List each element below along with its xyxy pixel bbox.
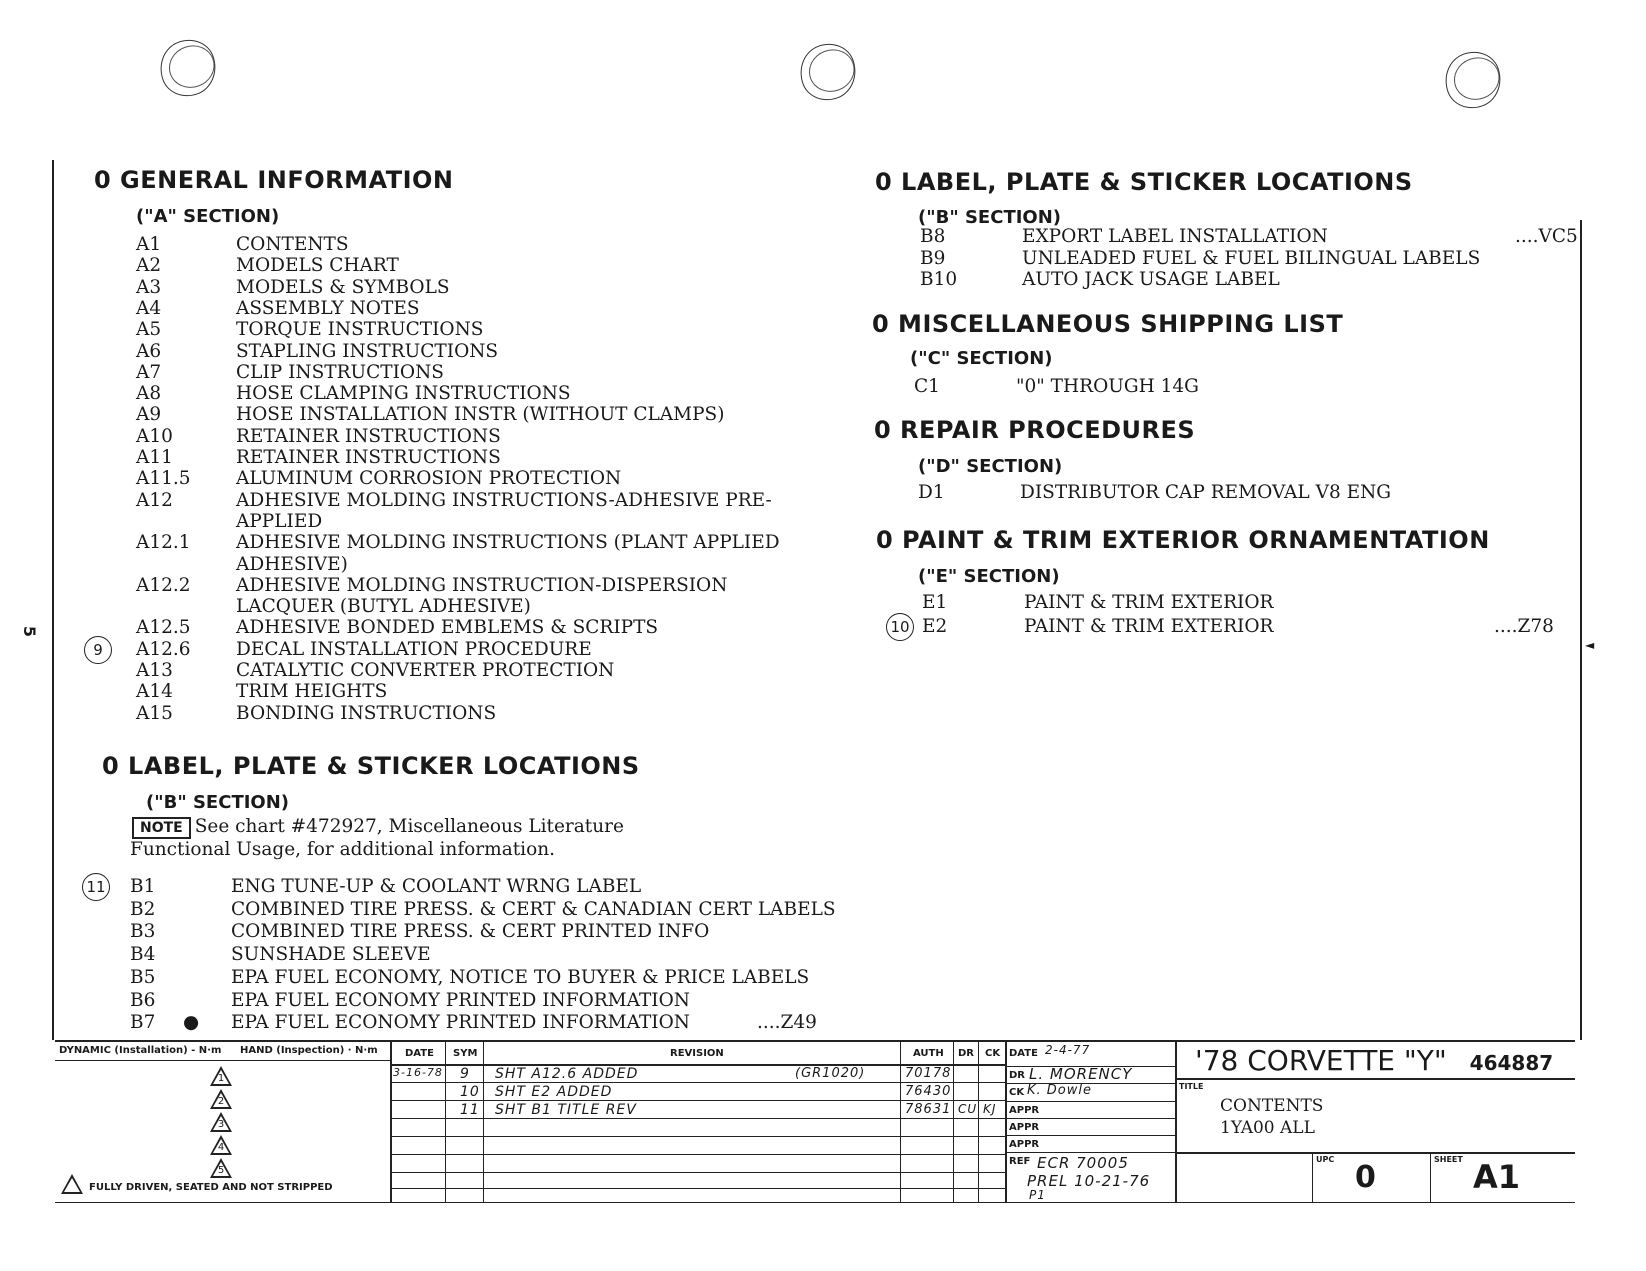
list-item (136, 426, 896, 448)
binder-hole-center (792, 36, 864, 108)
item-title-cont: ADHESIVE) (236, 553, 348, 575)
item-title: PAINT & TRIM EXTERIOR (1024, 615, 1274, 637)
paint-heading: 0 PAINT & TRIM EXTERIOR ORNAMENTATION (876, 526, 1490, 554)
rev-ref: (GR1020) (795, 1066, 866, 1081)
list-item (920, 226, 1646, 248)
item-title: STAPLING INSTRUCTIONS (236, 340, 499, 362)
list-item (136, 298, 896, 320)
list-item (136, 362, 896, 384)
item-code: A15 (136, 702, 173, 724)
list-item (136, 319, 896, 341)
dynamic-torque-label: DYNAMIC (Installation) - N·m (59, 1045, 222, 1056)
note-badge: NOTE (132, 817, 191, 839)
rev-auth: 70178 (905, 1066, 952, 1081)
ck-label: CK (1009, 1087, 1025, 1098)
item-title: SUNSHADE SLEEVE (231, 944, 431, 966)
item-code: A5 (136, 319, 162, 341)
title-label: TITLE (1179, 1082, 1204, 1091)
list-item (136, 255, 896, 277)
sheet-label: SHEET (1434, 1155, 1463, 1164)
item-code: A6 (136, 340, 162, 362)
model-name: '78 CORVETTE "Y" (1195, 1044, 1447, 1077)
item-title: RETAINER INSTRUCTIONS (236, 425, 501, 447)
item-code: B1 (130, 876, 156, 897)
dr-label: DR (1009, 1070, 1026, 1081)
list-item (914, 376, 1646, 398)
list-item (136, 703, 896, 725)
item-code: A8 (136, 383, 162, 405)
item-code: A7 (136, 361, 162, 383)
col-revision: REVISION (670, 1048, 724, 1059)
e-section-label: ("E" SECTION) (918, 566, 1060, 587)
sheet-value: A1 (1473, 1158, 1521, 1196)
list-item (136, 404, 896, 426)
upc-label: UPC (1316, 1155, 1335, 1164)
item-code: A3 (136, 276, 162, 298)
item-title: AUTO JACK USAGE LABEL (1022, 269, 1280, 290)
list-item (136, 277, 896, 299)
c-section-label: ("C" SECTION) (910, 348, 1053, 369)
item-code: A10 (136, 425, 173, 447)
list-item (130, 1012, 890, 1034)
item-title: HOSE INSTALLATION INSTR (WITHOUT CLAMPS) (236, 404, 725, 426)
item-code: B10 (920, 269, 958, 290)
item-title: TRIM HEIGHTS (236, 681, 388, 703)
triangle-number: 2 (217, 1096, 225, 1107)
item-title: PAINT & TRIM EXTERIOR (1024, 592, 1274, 613)
list-item (920, 248, 1646, 270)
binder-hole-left (152, 32, 224, 104)
ck-value: K. Dowle (1027, 1083, 1092, 1098)
item-title: EPA FUEL ECONOMY PRINTED INFORMATION (231, 1012, 690, 1034)
item-code: A13 (136, 660, 173, 681)
item-code: A9 (136, 404, 162, 426)
upc-value: 0 (1355, 1160, 1376, 1195)
list-item (130, 899, 890, 921)
item-code: B5 (130, 966, 156, 988)
item-title: CLIP INSTRUCTIONS (236, 361, 444, 383)
bullet-icon: ● (183, 1012, 200, 1034)
appr-label-2: APPR (1009, 1122, 1040, 1133)
rev-sym: 10 (460, 1084, 480, 1100)
label-plate-heading: 0 LABEL, PLATE & STICKER LOCATIONS (102, 752, 640, 780)
item-code: A14 (136, 681, 173, 703)
hand-torque-label: HAND (Inspection) · N·m (240, 1045, 378, 1056)
col-dr: DR (958, 1048, 975, 1059)
item-code: B9 (920, 247, 946, 269)
item-title: ALUMINUM CORROSION PROTECTION (236, 468, 622, 490)
ref-label: REF (1009, 1156, 1031, 1167)
item-code: E2 (922, 615, 948, 637)
item-code: E1 (922, 592, 948, 613)
item-title: EPA FUEL ECONOMY PRINTED INFORMATION (231, 989, 690, 1011)
rev-dr: CU (958, 1102, 978, 1116)
revision-circle: 10 (886, 613, 914, 641)
col-sym: SYM (453, 1048, 478, 1059)
item-title-cont: LACQUER (BUTYL ADHESIVE) (236, 596, 531, 618)
rev-sym: 11 (460, 1102, 480, 1118)
binder-hole-right (1437, 44, 1509, 116)
item-title: ADHESIVE MOLDING INSTRUCTIONS-ADHESIVE PRE- (236, 489, 772, 511)
footnote-text: FULLY DRIVEN, SEATED AND NOT STRIPPED (89, 1182, 333, 1193)
ref-line-1: ECR 70005 (1037, 1154, 1129, 1172)
item-code: A11 (136, 447, 173, 468)
list-item (136, 532, 896, 554)
list-item (136, 447, 896, 469)
footnote-triangle-icon (61, 1174, 83, 1194)
b-section-label-cont: ("B" SECTION) (918, 207, 1062, 228)
list-item (130, 967, 890, 989)
title-block (55, 1040, 1575, 1203)
list-item (136, 490, 896, 512)
item-code: A12.2 (136, 574, 191, 596)
revision-circle: 9 (84, 636, 112, 664)
triangle-number: 5 (217, 1165, 225, 1176)
list-item (922, 616, 1646, 638)
general-info-heading: 0 GENERAL INFORMATION (94, 166, 454, 194)
item-title: TORQUE INSTRUCTIONS (236, 319, 484, 341)
repair-heading: 0 REPAIR PROCEDURES (874, 416, 1196, 444)
item-title: MODELS CHART (236, 255, 399, 277)
list-item (136, 383, 896, 405)
list-item (920, 269, 1646, 291)
item-code: A4 (136, 297, 162, 319)
rev-sym: 9 (460, 1066, 470, 1082)
title-line-1: CONTENTS (1220, 1096, 1324, 1116)
list-item (136, 575, 896, 597)
item-title: BONDING INSTRUCTIONS (236, 702, 497, 724)
list-item (130, 876, 890, 898)
item-code: C1 (914, 376, 940, 397)
list-item (136, 660, 896, 682)
item-title: COMBINED TIRE PRESS. & CERT PRINTED INFO (231, 921, 710, 943)
triangle-number: 4 (217, 1142, 225, 1153)
list-item (130, 944, 890, 966)
rev-ck: KJ (983, 1102, 997, 1116)
right-margin-arrow: ◄ (1585, 638, 1595, 652)
item-title: RETAINER INSTRUCTIONS (236, 447, 501, 468)
part-number: 464887 (1469, 1051, 1554, 1075)
rev-description: SHT B1 TITLE REV (495, 1102, 637, 1118)
item-title: ADHESIVE BONDED EMBLEMS & SCRIPTS (236, 617, 659, 639)
item-code: B3 (130, 921, 156, 943)
item-title: ADHESIVE MOLDING INSTRUCTIONS (PLANT APPLIED (236, 532, 780, 554)
a-section-label: ("A" SECTION) (136, 206, 280, 227)
item-title: DISTRIBUTOR CAP REMOVAL V8 ENG (1020, 482, 1392, 503)
item-code: B7 (130, 1012, 156, 1034)
item-code: D1 (918, 482, 945, 503)
ref-line-3: P1 (1029, 1188, 1046, 1202)
date-label: DATE (1009, 1048, 1038, 1059)
item-code: A12.1 (136, 532, 191, 554)
item-title: CATALYTIC CONVERTER PROTECTION (236, 660, 615, 681)
list-item (136, 681, 896, 703)
item-title: HOSE CLAMPING INSTRUCTIONS (236, 383, 571, 405)
model-title (1195, 1044, 1553, 1077)
item-title: ASSEMBLY NOTES (236, 297, 420, 319)
item-code: A12.5 (136, 617, 191, 639)
list-item (922, 592, 1646, 614)
b-section-label: ("B" SECTION) (146, 792, 290, 813)
option-code: ....Z49 (757, 1012, 817, 1034)
date-value: 2-4-77 (1045, 1043, 1091, 1057)
appr-label-1: APPR (1009, 1105, 1040, 1116)
item-code: B6 (130, 989, 156, 1011)
note-line-1 (132, 816, 624, 839)
item-title: DECAL INSTALLATION PROCEDURE (236, 638, 592, 660)
list-item (136, 468, 896, 490)
note-line-2: Functional Usage, for additional information. (130, 839, 556, 860)
shipping-heading: 0 MISCELLANEOUS SHIPPING LIST (872, 310, 1344, 338)
list-item (136, 234, 896, 256)
d-section-label: ("D" SECTION) (918, 456, 1063, 477)
list-item (918, 482, 1646, 504)
col-date: DATE (405, 1048, 434, 1059)
item-code: B8 (920, 226, 946, 247)
item-title: EPA FUEL ECONOMY, NOTICE TO BUYER & PRICE LABELS (231, 966, 810, 988)
list-item (130, 990, 890, 1012)
col-ck: CK (985, 1048, 1001, 1059)
option-code: ....VC5 (1515, 226, 1578, 247)
item-code: A1 (136, 234, 162, 255)
list-item (136, 341, 896, 363)
item-title-cont: APPLIED (236, 510, 323, 532)
item-title: "0" THROUGH 14G (1016, 376, 1199, 397)
rev-date: 3-16-78 (393, 1066, 443, 1079)
rev-description: SHT E2 ADDED (495, 1084, 613, 1100)
label-plate-heading-cont: 0 LABEL, PLATE & STICKER LOCATIONS (875, 168, 1413, 196)
ref-line-2: PREL 10-21-76 (1027, 1172, 1151, 1190)
option-code: ....Z78 (1494, 615, 1554, 637)
triangle-number: 3 (217, 1119, 225, 1130)
list-item (136, 639, 896, 661)
left-margin-rule (52, 160, 54, 1040)
list-item (130, 921, 890, 943)
revision-circle: 11 (82, 873, 110, 901)
appr-label-3: APPR (1009, 1139, 1040, 1150)
item-code: A12.6 (136, 638, 191, 660)
item-code: B2 (130, 898, 156, 920)
rev-auth: 78631 (905, 1102, 952, 1117)
rev-description: SHT A12.6 ADDED (495, 1066, 639, 1082)
rev-auth: 76430 (905, 1084, 952, 1099)
page-marker: 5 (20, 625, 40, 638)
triangle-number: 1 (217, 1073, 225, 1084)
item-title: MODELS & SYMBOLS (236, 276, 450, 298)
item-code: A12 (136, 489, 173, 511)
item-code: B4 (130, 944, 156, 966)
item-title: UNLEADED FUEL & FUEL BILINGUAL LABELS (1022, 247, 1481, 269)
list-item (136, 617, 896, 639)
note-text-1: See chart #472927, Miscellaneous Literature (194, 816, 624, 837)
item-title: ENG TUNE-UP & COOLANT WRNG LABEL (231, 876, 642, 897)
item-title: COMBINED TIRE PRESS. & CERT & CANADIAN CERT LABELS (231, 898, 836, 920)
item-title: CONTENTS (236, 234, 349, 255)
title-line-2: 1YA00 ALL (1220, 1118, 1315, 1138)
item-title: EXPORT LABEL INSTALLATION (1022, 226, 1328, 247)
col-auth: AUTH (913, 1048, 944, 1059)
dr-value: L. MORENCY (1029, 1065, 1133, 1083)
item-code: A2 (136, 255, 162, 277)
item-code: A11.5 (136, 468, 191, 490)
item-title: ADHESIVE MOLDING INSTRUCTION-DISPERSION (236, 574, 728, 596)
